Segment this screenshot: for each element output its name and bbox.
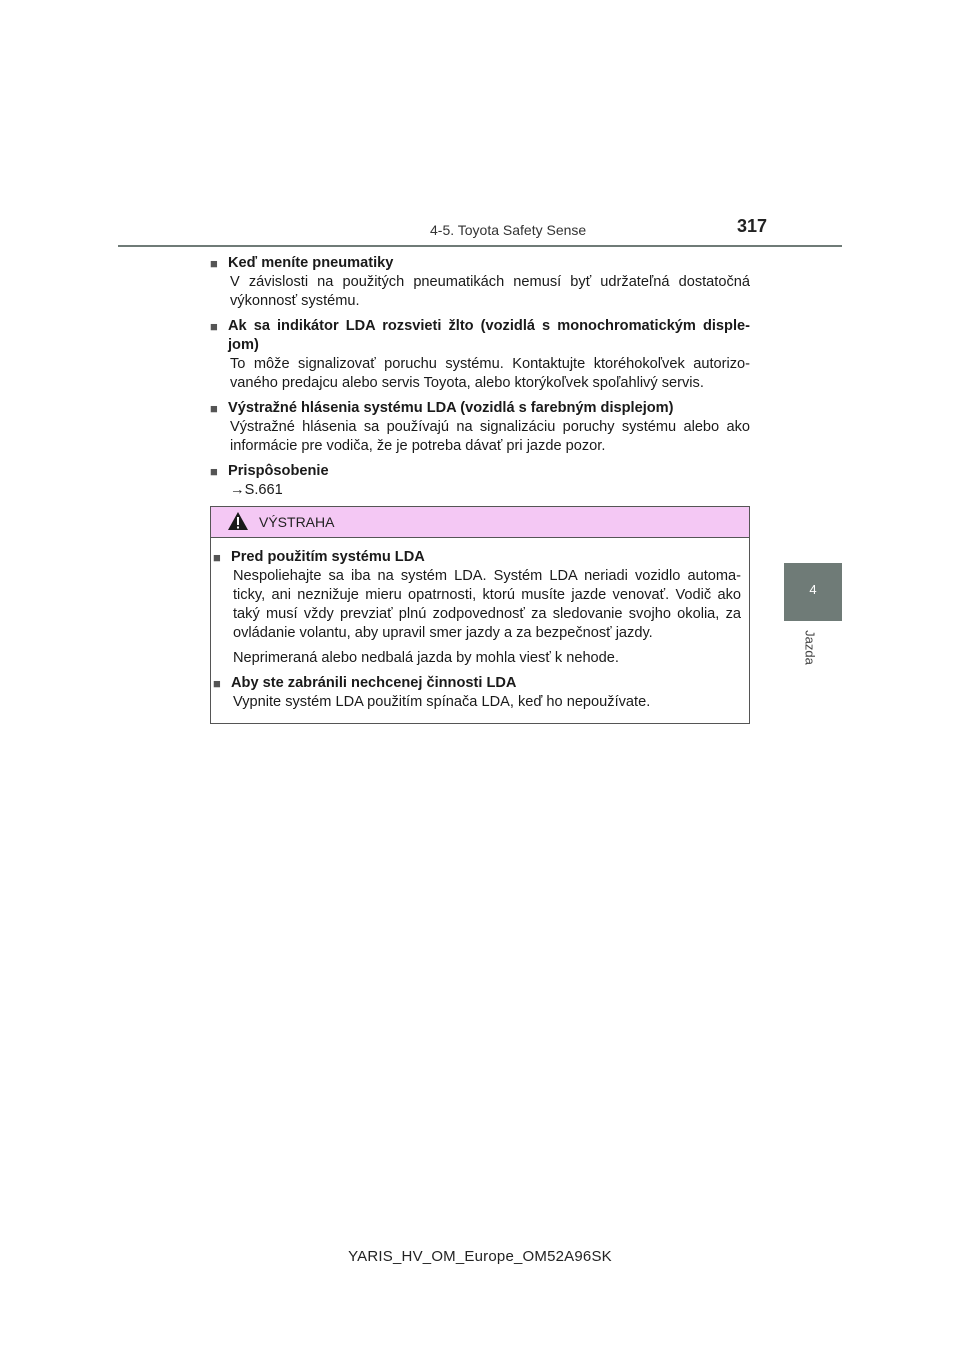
item-heading: Keď meníte pneumatiky bbox=[228, 255, 394, 271]
item-text: Výstražné hlásenia sa používajú na signalizáciu poruchy systému alebo ako informácie pre vodiča, že je potreba dávať pri jazde pozor. bbox=[230, 419, 750, 454]
square-bullet-icon: ■ bbox=[210, 319, 218, 334]
square-bullet-icon: ■ bbox=[213, 676, 221, 691]
warning-title: VÝSTRAHA bbox=[259, 514, 335, 530]
item-text: V závislosti na použitých pneumatikách nemusí byť udržateľná dostatočná výkonnosť systému. bbox=[230, 274, 750, 309]
header-divider bbox=[118, 245, 842, 247]
warning-item-heading: Aby ste zabránili nechcenej činnosti LDA bbox=[231, 675, 517, 691]
warning-box bbox=[210, 506, 750, 724]
document-id: YARIS_HV_OM_Europe_OM52A96SK bbox=[348, 1248, 612, 1265]
section-item bbox=[210, 254, 750, 311]
square-bullet-icon: ■ bbox=[210, 464, 218, 479]
warning-item-text: Vypnite systém LDA použitím spínača LDA, keď ho nepoužívate. bbox=[233, 694, 651, 710]
item-heading: Výstražné hlásenia systému LDA (vozidlá s farebným displejom) bbox=[228, 400, 674, 416]
item-text: To môže signalizovať poruchu systému. Kontaktujte ktoréhokoľvek autorizo-vaného predajcu alebo servis Toyota, alebo ktorýkoľvek spoľahlivý servis. bbox=[230, 356, 750, 391]
page-number: 317 bbox=[737, 216, 768, 236]
section-item bbox=[210, 462, 750, 500]
page-reference-link[interactable]: →S.661 bbox=[230, 482, 283, 498]
item-heading: Prispôsobenie bbox=[228, 463, 329, 479]
chapter-label: Jazda bbox=[802, 630, 818, 665]
warning-content bbox=[211, 548, 749, 718]
warning-item-heading: Pred použitím systému LDA bbox=[231, 549, 425, 565]
warning-header bbox=[211, 507, 749, 538]
section-item bbox=[210, 399, 750, 456]
chapter-number: 4 bbox=[809, 582, 817, 597]
section-title: 4-5. Toyota Safety Sense bbox=[430, 222, 587, 238]
main-content bbox=[210, 254, 750, 506]
warning-item bbox=[211, 548, 749, 668]
warning-triangle-icon bbox=[227, 511, 249, 531]
section-item bbox=[210, 317, 750, 393]
square-bullet-icon: ■ bbox=[213, 550, 221, 565]
square-bullet-icon: ■ bbox=[210, 256, 218, 271]
item-heading: Ak sa indikátor LDA rozsvieti žlto (vozidlá s monochromatickým disple-jom) bbox=[228, 318, 750, 353]
warning-item-text: Nespoliehajte sa iba na systém LDA. Systém LDA neriadi vozidlo automa-ticky, ani neznižuje mieru opatrnosti, ktorú musíte jazde venovať. Vodič ako taký musí vždy prevziať plnú zodpovednosť za sledovanie svojho okolia, za ovládanie volantu, aby upravil smer jazdy a za bezpečnosť jazdy. bbox=[233, 568, 741, 641]
square-bullet-icon: ■ bbox=[210, 401, 218, 416]
warning-item-text: Neprimeraná alebo nedbalá jazda by mohla viesť k nehode. bbox=[233, 650, 619, 666]
warning-item bbox=[211, 674, 749, 712]
